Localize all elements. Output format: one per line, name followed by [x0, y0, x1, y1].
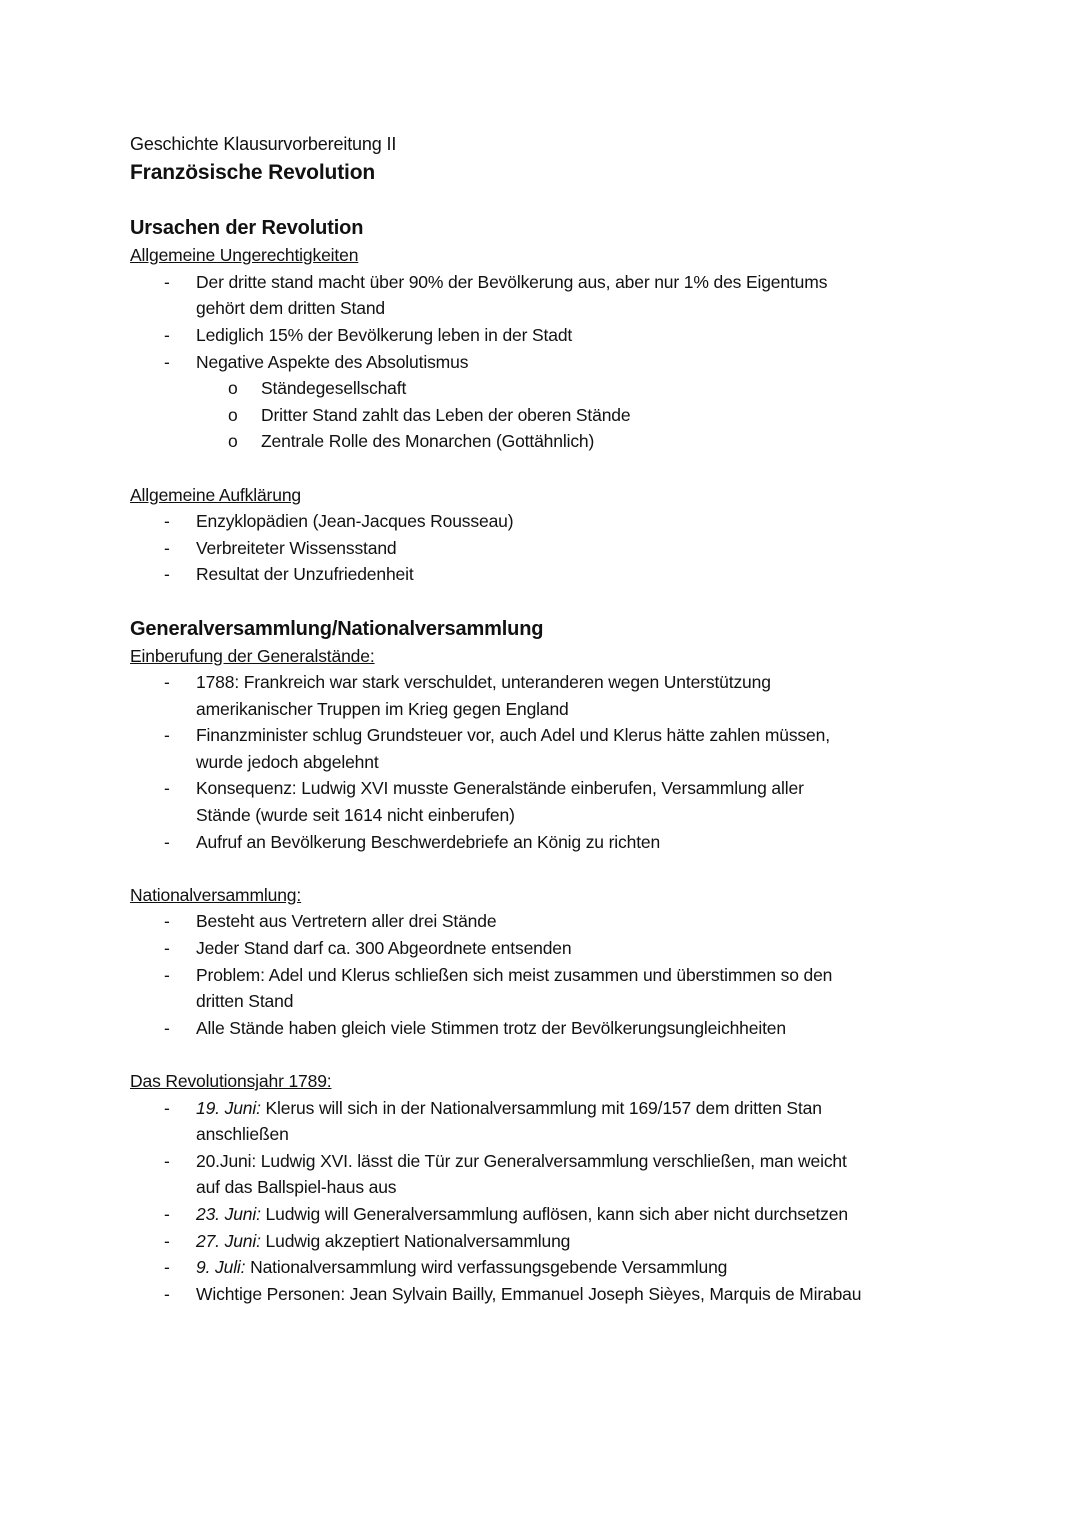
item-text: gehört dem dritten Stand [196, 298, 386, 319]
item-text: Verbreiteter Wissensstand [196, 537, 397, 558]
document-page [130, 131, 990, 1307]
item-text: Jeder Stand darf ca. 300 Abgeordnete entsenden [196, 938, 572, 959]
item-line [196, 1148, 990, 1175]
subheading: Das Revolutionsjahr 1789: [130, 1071, 332, 1091]
item-text: Ludwig akzeptiert Nationalversammlung [260, 1230, 571, 1251]
list-item [130, 935, 990, 962]
sub-list-item: o Ständegesellschaft [130, 375, 990, 402]
item-line [196, 829, 990, 856]
subheading: Allgemeine Ungerechtigkeiten [130, 245, 359, 266]
sub-list-item: o Dritter Stand zahlt das Leben der oberen Stände [130, 402, 990, 429]
item-date: 23. Juni: [196, 1203, 261, 1224]
item-line [196, 1254, 990, 1281]
item-line [196, 962, 990, 989]
item-text: Stände (wurde seit 1614 nicht einberufen) [196, 805, 515, 826]
spacer [130, 588, 990, 615]
subheading: Nationalversammlung: [130, 884, 302, 905]
bullet-list [130, 669, 990, 855]
item-line [196, 1228, 990, 1255]
item-text: Alle Stände haben gleich viele Stimmen trotz der Bevölkerungsungleichheiten [196, 1017, 786, 1038]
spacer [130, 855, 990, 882]
list-item [130, 1015, 990, 1042]
sub-list-item: o Zentrale Rolle des Monarchen (Gottähnlich) [130, 428, 990, 455]
list-item [130, 508, 990, 535]
item-line [196, 1015, 990, 1042]
list-item [130, 962, 990, 1015]
item-text: Lediglich 15% der Bevölkerung leben in der Stadt [196, 324, 573, 345]
item-text: amerikanischer Truppen im Krieg gegen England [196, 698, 569, 719]
item-line [196, 1281, 990, 1308]
item-line [196, 802, 990, 829]
item-text: Problem: Adel und Klerus schließen sich meist zusammen und überstimmen so den [196, 964, 833, 985]
item-text: auf das Ballspiel-haus aus [196, 1177, 397, 1198]
subheading: Allgemeine Aufklärung [130, 484, 301, 505]
item-text: Resultat der Unzufriedenheit [196, 564, 414, 585]
spacer [130, 455, 990, 482]
list-item [130, 1095, 990, 1148]
bullet-list [130, 908, 990, 1041]
spacer [130, 1041, 990, 1068]
bullet-list [130, 508, 990, 588]
item-date: 9. Juli: [196, 1257, 246, 1278]
list-item [130, 1228, 990, 1255]
list-item [130, 349, 990, 376]
item-line [196, 349, 990, 376]
section-heading: Ursachen der Revolution [130, 217, 364, 240]
item-text: Wichtige Personen: Jean Sylvain Bailly, Emmanuel Joseph Sièyes, Marquis de Mirabau [196, 1283, 862, 1304]
list-item [130, 722, 990, 775]
bullet-list [130, 1095, 990, 1308]
item-line [196, 535, 990, 562]
list-item [130, 535, 990, 562]
section-heading: Generalversammlung/Nationalversammlung [130, 617, 544, 640]
list-item [130, 669, 990, 722]
list-item [130, 775, 990, 828]
list-item [130, 1281, 990, 1308]
item-line [196, 1095, 990, 1122]
subheading: Einberufung der Generalstände: [130, 645, 375, 666]
list-item [130, 1148, 990, 1201]
item-text: 1788: Frankreich war stark verschuldet, unteranderen wegen Unterstützung [196, 672, 771, 693]
item-text: Besteht aus Vertretern aller drei Stände [196, 911, 497, 932]
item-line [196, 775, 990, 802]
item-line [196, 669, 990, 696]
item-line [196, 935, 990, 962]
item-line [196, 322, 990, 349]
item-line [196, 508, 990, 535]
item-date: 19. Juni: [196, 1097, 261, 1118]
list-item [130, 1201, 990, 1228]
item-text: dritten Stand [196, 991, 294, 1012]
spacer [130, 188, 990, 215]
item-text: Negative Aspekte des Absolutismus [196, 351, 469, 372]
item-line [196, 295, 990, 322]
item-date: 27. Juni: [196, 1230, 261, 1251]
item-line [196, 988, 990, 1015]
item-line [196, 561, 990, 588]
document-subtitle: Geschichte Klausurvorbereitung II [130, 134, 397, 154]
item-line [196, 1201, 990, 1228]
list-item [130, 269, 990, 322]
item-text: Aufruf an Bevölkerung Beschwerdebriefe an König zu richten [196, 831, 661, 852]
item-text: Konsequenz: Ludwig XVI musste Generalstände einberufen, Versammlung aller [196, 778, 804, 799]
item-line [196, 696, 990, 723]
item-text: Finanzminister schlug Grundsteuer vor, auch Adel und Klerus hätte zahlen müssen, [196, 725, 830, 746]
item-line [196, 749, 990, 776]
item-line [196, 269, 990, 296]
item-line [196, 722, 990, 749]
list-item [130, 829, 990, 856]
item-text: Klerus will sich in der Nationalversammlung mit 169/157 dem dritten Stan [260, 1097, 822, 1118]
bullet-list [130, 269, 990, 455]
list-item [130, 322, 990, 349]
item-text: Ludwig will Generalversammlung auflösen, kann sich aber nicht durchsetzen [260, 1203, 848, 1224]
item-text: wurde jedoch abgelehnt [196, 751, 379, 772]
item-text: 20.Juni: Ludwig XVI. lässt die Tür zur Generalversammlung verschließen, man weicht [196, 1150, 847, 1171]
item-line [196, 908, 990, 935]
item-text: Enzyklopädien (Jean-Jacques Rousseau) [196, 511, 514, 532]
item-text: Nationalversammlung wird verfassungsgebende Versammlung [245, 1257, 728, 1278]
list-item [130, 908, 990, 935]
item-text: anschließen [196, 1124, 289, 1145]
list-item [130, 1254, 990, 1281]
item-line [196, 1174, 990, 1201]
list-item [130, 561, 990, 588]
document-title: Französische Revolution [130, 160, 376, 184]
item-text: Der dritte stand macht über 90% der Bevölkerung aus, aber nur 1% des Eigentums [196, 271, 828, 292]
item-line [196, 1121, 990, 1148]
